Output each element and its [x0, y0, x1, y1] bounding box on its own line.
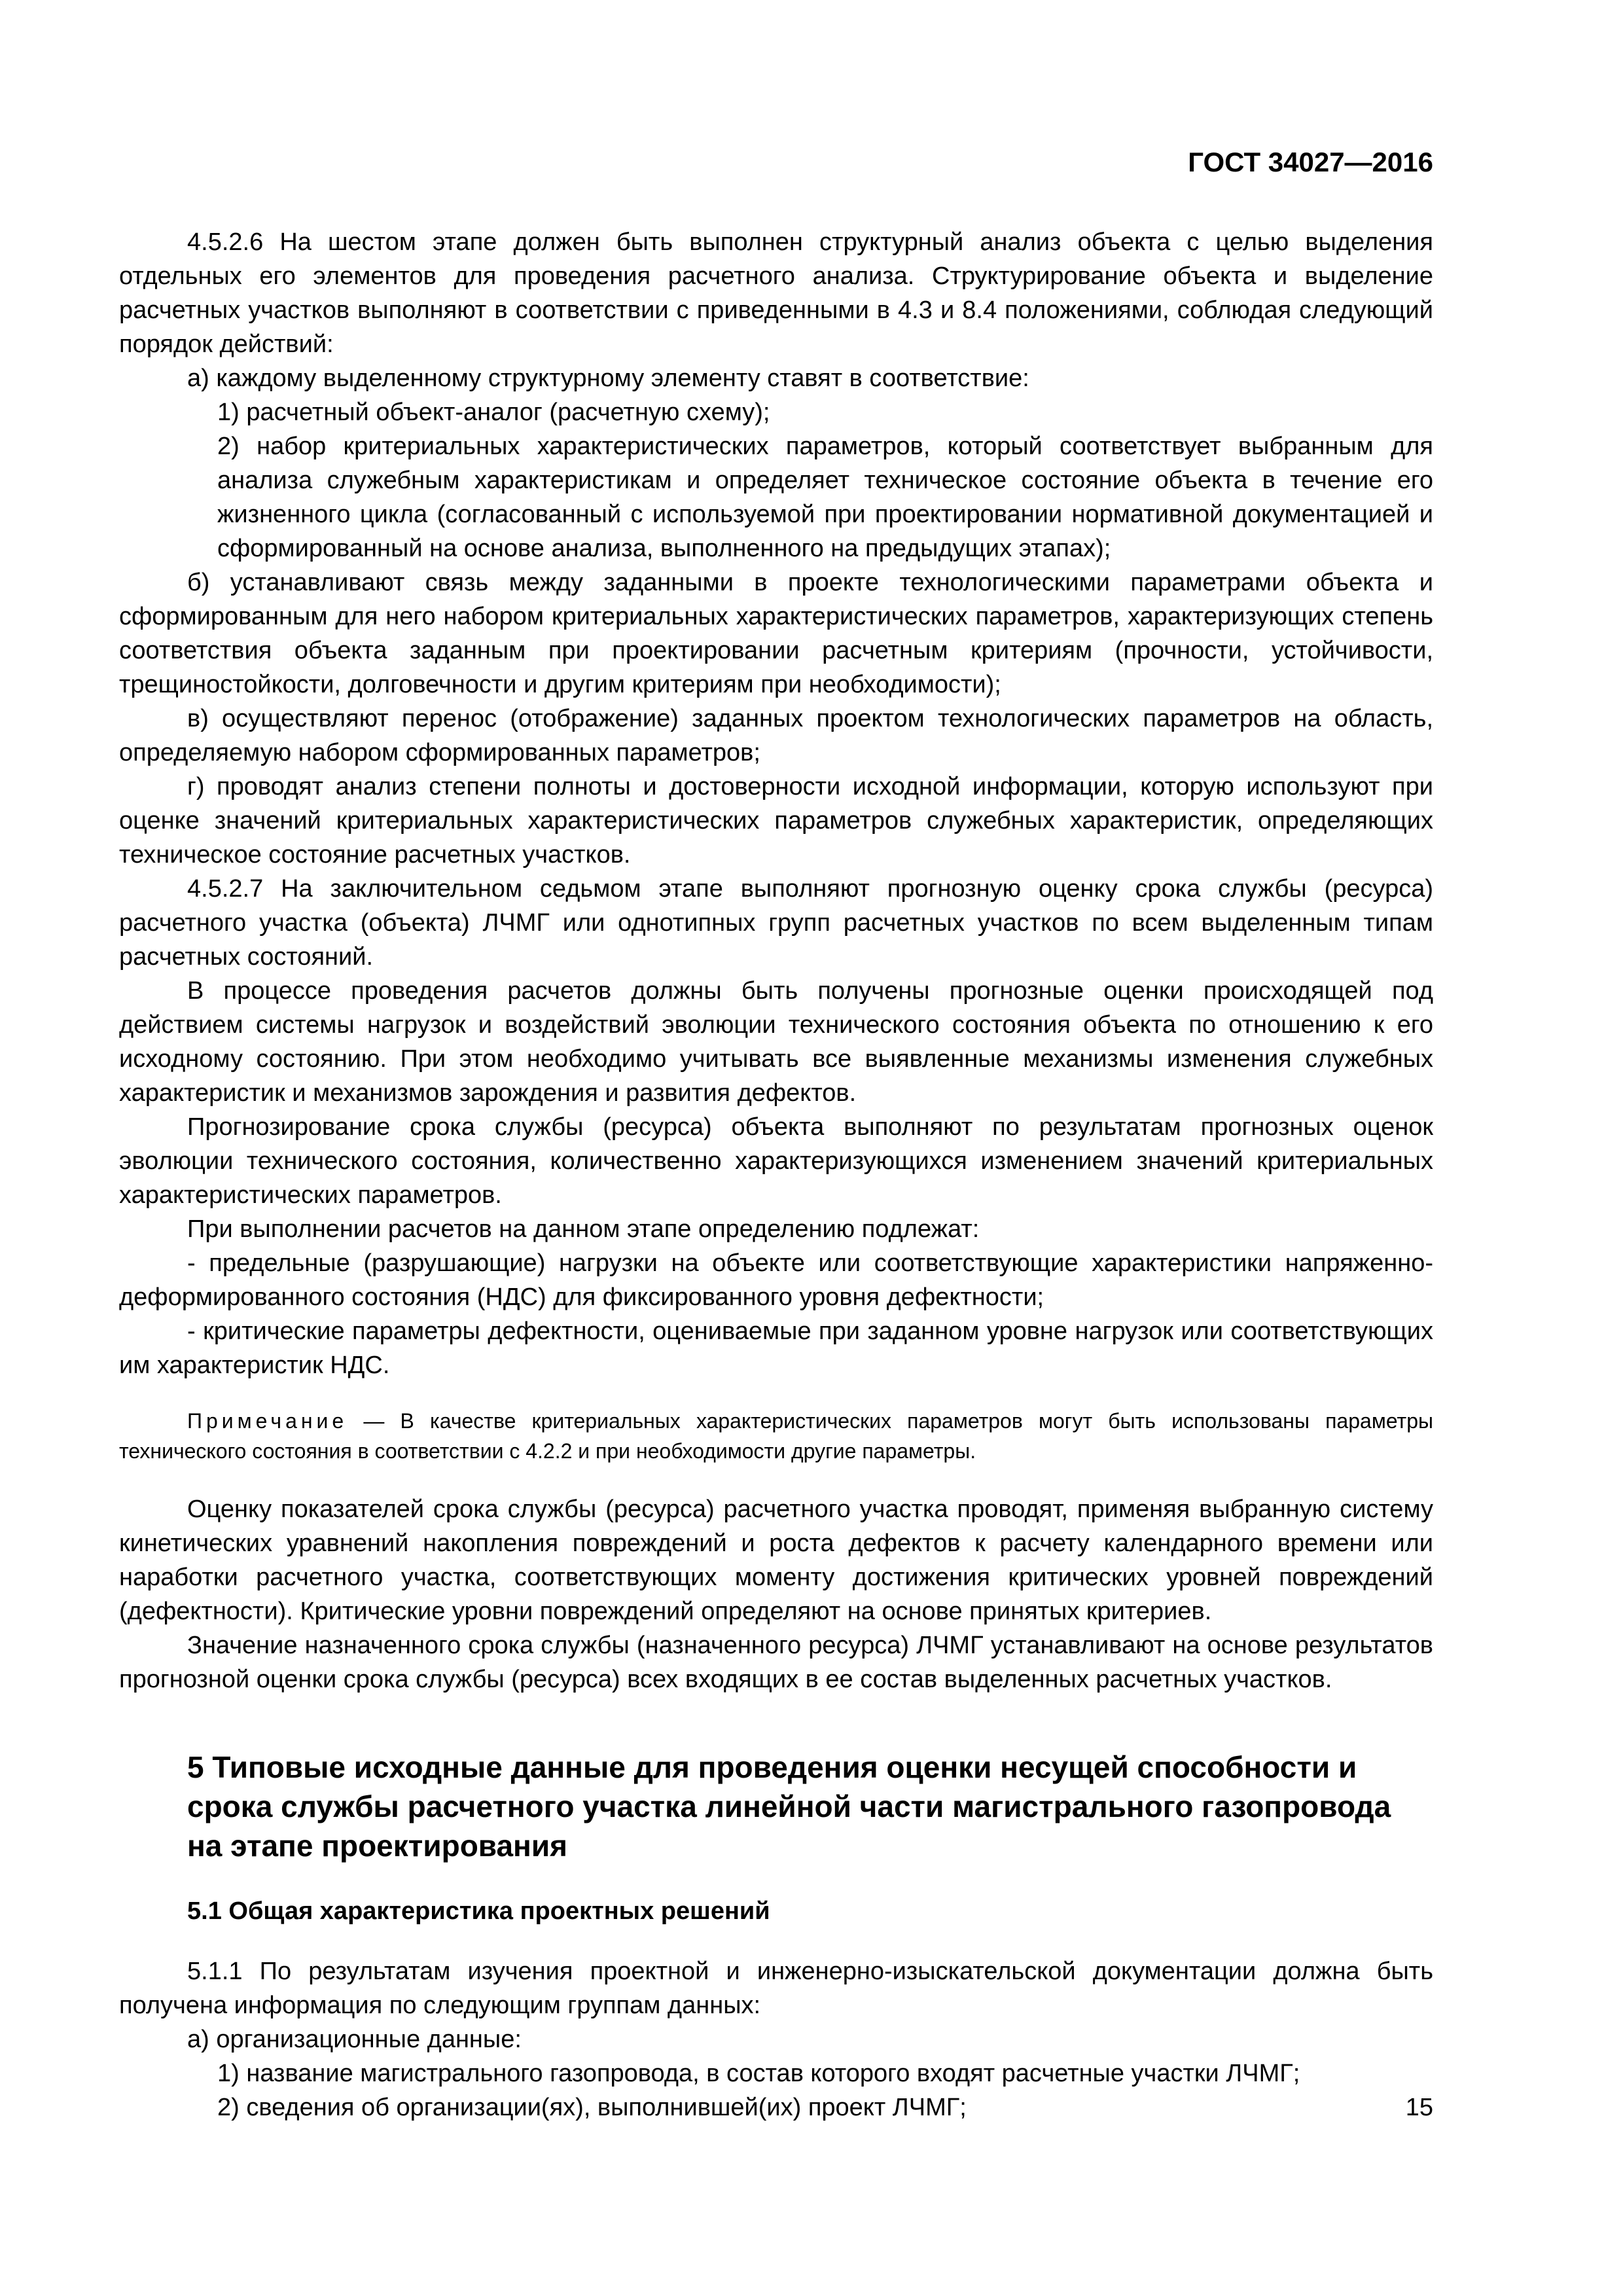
paragraph: г) проводят анализ степени полноты и достоверности исходной информации, которую используют при оценке значений критериальных характеристических параметров служебных характеристик, определяющих техническое состояние расчетных участков. [119, 773, 1433, 869]
paragraph: 4.5.2.6 На шестом этапе должен быть выполнен структурный анализ объекта с целью выделения отдельных его элементов для проведения расчетного анализа. Структурирование объекта и выделение расчетных участков выполняют в соответствии с приведенными в 4.3 и 8.4 положениями, соблюдая следующий порядок действий: [119, 228, 1433, 358]
note-label: Примечание [187, 1409, 348, 1433]
page-content [119, 225, 1433, 2125]
paragraph: Оценку показателей срока службы (ресурса) расчетного участка проводят, применяя выбранную систему кинетических уравнений накопления повреждений и роста дефектов к расчету календарного времени или наработки расчетного участка, соответствующих моменту достижения критических уровней повреждений (дефектности). Критические уровни повреждений определяют на основе принятых критериев. [119, 1496, 1433, 1625]
paragraph: Значение назначенного срока службы (назначенного ресурса) ЛЧМГ устанавливают на основе результатов прогнозной оценки срока службы (ресурса) всех входящих в ее состав выделенных расчетных участков. [119, 1632, 1433, 1693]
paragraph: Прогнозирование срока службы (ресурса) объекта выполняют по результатам прогнозных оценок эволюции технического состояния, количественно характеризующихся изменением значений критериальных характеристических параметров. [119, 1113, 1433, 1209]
paragraph: При выполнении расчетов на данном этапе определению подлежат: [187, 1215, 980, 1243]
paragraph: 1) название магистрального газопровода, в состав которого входят расчетные участки ЛЧМГ; [217, 2060, 1300, 2087]
paragraph: 2) набор критериальных характеристических параметров, который соответствует выбранным для анализа служебным характеристикам и определяет техническое состояние объекта в течение его жизненного цикла (согласованный с используемой при проектировании нормативной документацией и сформированный на основе анализа, выполненного на предыдущих этапах); [217, 433, 1433, 562]
paragraph: 1) расчетный объект-аналог (расчетную схему); [217, 399, 770, 426]
subsection-heading: 5.1 Общая характеристика проектных решений [187, 1897, 770, 1925]
text-block-b [119, 1492, 1433, 1696]
paragraph: б) устанавливают связь между заданными в проекте технологическими параметрами объекта и сформированным для него набором критериальных характеристических параметров, характеризующих степень соответствия объекта заданным при проектировании расчетным критериям (прочности, устойчивости, трещиностойкости, долговечности и другим критериям при необходимости); [119, 569, 1433, 698]
paragraph: 5.1.1 По результатам изучения проектной и инженерно-изыскательской документации должна быть получена информация по следующим группам данных: [119, 1958, 1433, 2019]
note-paragraph [119, 1406, 1433, 1466]
page-number: 15 [1405, 2094, 1433, 2121]
paragraph: В процессе проведения расчетов должны быть получены прогнозные оценки происходящей под действием системы нагрузок и воздействий эволюции технического состояния объекта по отношению к его исходному состоянию. При этом необходимо учитывать все выявленные механизмы изменения служебных характеристик и механизмов зарождения и развития дефектов. [119, 977, 1433, 1107]
section-heading: 5 Типовые исходные данные для проведения оценки несущей способности и срока службы расчетного участка линейной части магистрального газопровода на этапе проектирования [187, 1750, 1391, 1863]
paragraph: 4.5.2.7 На заключительном седьмом этапе выполняют прогнозную оценку срока службы (ресурса) расчетного участка (объекта) ЛЧМГ или однотипных групп расчетных участков по всем выделенным типам расчетных состояний. [119, 875, 1433, 971]
paragraph: а) каждому выделенному структурному элементу ставят в соответствие: [187, 365, 1029, 392]
text-block-a [119, 225, 1433, 1382]
paragraph: а) организационные данные: [187, 2026, 522, 2053]
paragraph: 2) сведения об организации(ях), выполнившей(их) проект ЛЧМГ; [217, 2094, 967, 2121]
paragraph: - предельные (разрушающие) нагрузки на объекте или соответствующие характеристики напряженно-деформированного состояния (НДС) для фиксированного уровня дефектности; [119, 1249, 1433, 1311]
paragraph: - критические параметры дефектности, оцениваемые при заданном уровне нагрузок или соответствующих им характеристик НДС. [119, 1318, 1433, 1379]
text-block-c [119, 1954, 1433, 2125]
document-header: ГОСТ 34027—2016 [1188, 147, 1433, 177]
note-text: — В качестве критериальных характеристических параметров могут быть использованы параметры технического состояния в соответствии с 4.2.2 и при необходимости другие параметры. [119, 1409, 1433, 1463]
paragraph: в) осуществляют перенос (отображение) заданных проектом технологических параметров на область, определяемую набором сформированных параметров; [119, 705, 1433, 766]
